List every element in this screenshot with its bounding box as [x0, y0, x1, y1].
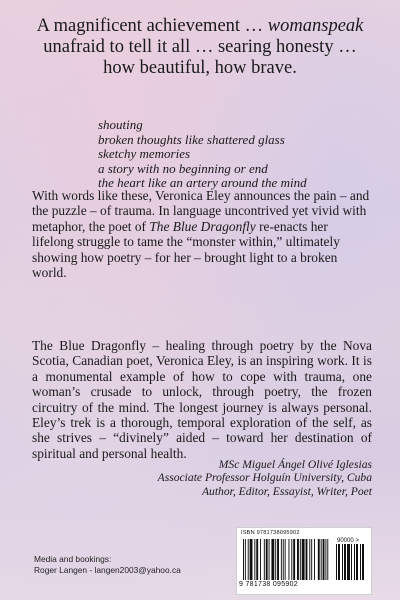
- contact-heading: Media and bookings:: [34, 554, 112, 564]
- book-title: The Blue Dragonfly: [149, 218, 256, 234]
- media-contact: [34, 554, 181, 576]
- verse-line: shouting: [98, 117, 143, 132]
- description-text-end: re-enacts her lifelong struggle to tame the “monster within,” ultimately showing how poetry – for her – brought light to a broken world.: [32, 218, 340, 281]
- barcode-addon-bars-icon: [336, 544, 366, 580]
- verse-line: broken thoughts like shattered glass: [98, 131, 285, 147]
- description-paragraph: [32, 188, 372, 280]
- verse-line: the heart like an artery around the mind: [98, 175, 307, 191]
- reviewer-name: MSc Miguel Ángel Olivé Iglesias: [218, 458, 372, 471]
- review-blurb: [28, 16, 372, 79]
- verse-line: a story with no beginning or end: [98, 160, 268, 176]
- barcode-addon-number: 90000 >: [337, 538, 359, 544]
- blurb-italic-word: womanspeak: [267, 16, 364, 36]
- reviewer-position: Associate Professor Holguín University, Cuba: [157, 471, 372, 485]
- verse-line: sketchy memories: [98, 146, 191, 162]
- description-text-start: With words like these, Veronica Eley announces the pain – and the puzzle – of trauma. In language uncontrived yet vivid with metaphor, the poet of: [32, 188, 370, 234]
- blurb-text-end: unafraid to tell it all … searing honesty … how beautiful, how brave.: [43, 37, 357, 78]
- isbn-label: ISBN 9781738095902: [241, 530, 300, 536]
- contact-details: Roger Langen - langen2003@yahoo.ca: [34, 565, 181, 575]
- review-paragraph: The Blue Dragonfly – healing through poetry by the Nova Scotia, Canadian poet, Veronica Eley, is an inspiring work. It is a monumental example of how to cope with trauma, one woman’s crusade to unlock, through poetry, the frozen circuitry of the mind. The longest journey is always personal. Eley’s trek is a thorough, temporal exploration of the self, as she strives – “divinely” aided – toward her destination of spiritual and personal health.: [32, 338, 372, 461]
- barcode-digits: 9 781738 095902: [239, 581, 298, 588]
- verse-excerpt: [98, 118, 380, 191]
- reviewer-credit: [120, 458, 372, 498]
- blurb-text-start: A magnificent achievement …: [36, 16, 268, 36]
- barcode-bars-icon: [243, 539, 333, 580]
- reviewer-roles: Author, Editor, Essayist, Writer, Poet: [201, 484, 372, 498]
- isbn-barcode: [236, 527, 372, 595]
